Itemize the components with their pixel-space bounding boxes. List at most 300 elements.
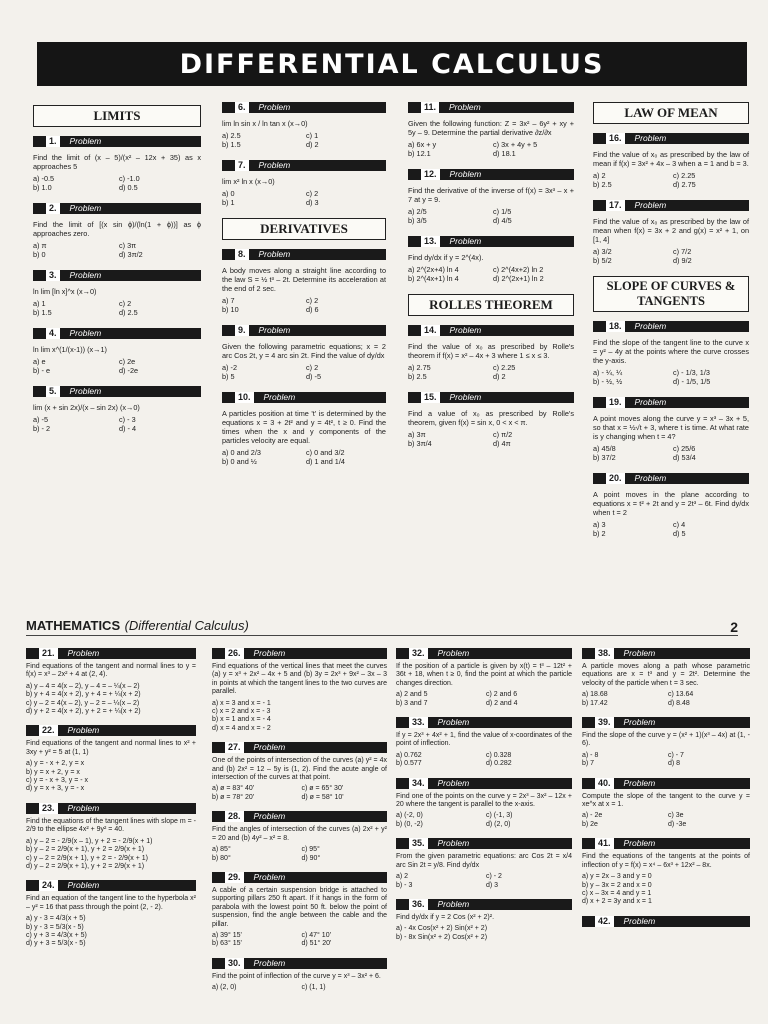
problem-block xyxy=(408,392,574,448)
label-bar-left xyxy=(408,236,421,247)
problem-number: 11. xyxy=(421,102,439,113)
label-bar-left xyxy=(396,648,409,659)
answer-choice: c) π/2 xyxy=(493,430,513,439)
label-bar-left xyxy=(593,133,606,144)
problem-word: Problem xyxy=(614,778,750,789)
label-bar-left xyxy=(396,778,409,789)
problem-word: Problem xyxy=(625,200,749,211)
answer-choice: b) 80° xyxy=(212,854,231,862)
answer-choice: d) 2.5 xyxy=(119,308,138,317)
answer-choice: a) -2 xyxy=(222,363,238,372)
label-bar-left xyxy=(593,200,606,211)
problem-question: Find the value of x₀ as prescribed by the law of mean if f(x) = 3x² + 4x – 3 when a = 1 and b = 3. xyxy=(593,150,749,168)
label-bar-left xyxy=(26,725,39,736)
problem-question: Find one of the points on the curve y = 2x³ – 3x² – 12x + 20 where the tangent is parallel to the x-axis. xyxy=(396,792,572,809)
answer-choice: d) -3e xyxy=(668,820,687,828)
page-banner-title: DIFFERENTIAL CALCULUS xyxy=(37,42,747,86)
answer-choices xyxy=(212,984,387,992)
answer-choice: b) 17.42 xyxy=(582,699,608,707)
answer-choice: a) π xyxy=(33,241,47,250)
problem-block xyxy=(33,270,201,317)
problem-number: 8. xyxy=(235,249,249,260)
label-bar-left xyxy=(408,392,421,403)
problem-question: One of the points of intersection of the curves (a) y² = 4x and (b) 2x² = 12 – 5y is (1, 2). Find the acute angle of intersection of the curves at that point. xyxy=(212,757,387,782)
label-bar-left xyxy=(396,899,409,910)
label-bar-left xyxy=(26,803,39,814)
answer-choice: a) - 2e xyxy=(582,812,603,820)
problem-word: Problem xyxy=(428,838,572,849)
answer-choices xyxy=(408,140,574,158)
page2-column-3 xyxy=(396,648,572,951)
problem-label xyxy=(26,880,196,891)
label-bar-left xyxy=(582,778,595,789)
answer-choice: c) 2e xyxy=(119,357,136,366)
answer-choice: a) - ¼, ¼ xyxy=(593,368,623,377)
answer-choice: c) 2 xyxy=(306,189,319,198)
problem-number: 7. xyxy=(235,160,249,171)
answer-choice: d) -2e xyxy=(119,366,139,375)
answer-choice: b) 2.5 xyxy=(593,180,612,189)
problem-label xyxy=(396,899,572,910)
problem-label xyxy=(26,725,196,736)
answer-choices xyxy=(582,691,750,708)
problem-question: From the given parametric equations: arc Cos 2t = x/4 arc Sin 2t = y/8. Find dy/dx xyxy=(396,853,572,869)
problem-word: Problem xyxy=(254,392,386,403)
answer-choice: c) 0.328 xyxy=(486,751,512,759)
answer-choice: d) - 1/5, 1/5 xyxy=(673,377,711,386)
problem-number: 38. xyxy=(595,648,614,659)
answer-choice: c) 3x + 4y + 5 xyxy=(493,140,538,149)
problem-number: 1. xyxy=(46,136,60,147)
problem-block xyxy=(33,386,201,433)
problem-block xyxy=(26,880,196,948)
answer-choice: b) y – 2 = 2/9(x + 1), y + 2 = 2/9(x + 1) xyxy=(26,846,145,854)
answer-choices xyxy=(222,131,386,149)
answer-choice: a) x = 3 and x = - 1 xyxy=(212,699,271,707)
problem-question: Find equations of the tangent and normal lines to x² + 3xy + y² = 5 at (1, 1) xyxy=(26,740,196,756)
problem-question: Find the equations of the tangent lines with slope m = - 2/9 to the ellipse 4x² + 9y² = 40. xyxy=(26,817,196,834)
problem-block xyxy=(222,160,386,207)
answer-choice: b) 63° 15' xyxy=(212,940,242,948)
answer-choice: b) (0, -2) xyxy=(396,820,423,828)
problem-block xyxy=(26,803,196,871)
problem-question: If the position of a particle is given by x(t) = t³ – 12t² + 36t + 18, when t ≥ 0, find the point at which the particle changes direction. xyxy=(396,663,572,687)
section-heading-slope-of-curves: SLOPE OF CURVES & TANGENTS xyxy=(593,276,749,312)
answer-choice: d) 9/2 xyxy=(673,256,692,265)
problem-number: 23. xyxy=(39,803,58,814)
problem-number: 35. xyxy=(409,838,428,849)
answer-choice: b) 3 and 7 xyxy=(396,699,428,707)
problem-question: Find the slope of the tangent line to the curve x = y² – 4y at the points where the curve crosses the y-axis. xyxy=(593,338,749,365)
answer-choices xyxy=(212,700,387,734)
problem-block xyxy=(408,169,574,225)
answer-choice: d) 8.48 xyxy=(668,699,690,707)
problem-number: 20. xyxy=(606,473,625,484)
answer-choices xyxy=(33,174,201,192)
answer-choice: b) 3/5 xyxy=(408,216,427,225)
answer-choice: a) 2 xyxy=(593,171,606,180)
problem-word: Problem xyxy=(439,102,574,113)
answer-choice: d) 0.5 xyxy=(119,183,138,192)
problem-block xyxy=(212,958,387,993)
answer-choice: c) x = 2 and x = - 3 xyxy=(212,708,271,716)
problem-label xyxy=(33,328,201,339)
problem-number: 12. xyxy=(421,169,440,180)
problem-word: Problem xyxy=(244,872,387,883)
answer-choice: b) x = 1 and x = - 4 xyxy=(212,716,271,724)
answer-choices xyxy=(582,752,750,769)
problem-question: Given the following function: Z = 3x² – 6y² + xy + 5y – 9. Determine the partial derivative ∂z/∂x xyxy=(408,119,574,137)
problem-label xyxy=(396,717,572,728)
answer-choice: b) - ½, ½ xyxy=(593,377,623,386)
problem-label xyxy=(593,473,749,484)
problem-label xyxy=(593,397,749,408)
answer-choice: b) 0 and ½ xyxy=(222,457,257,466)
answer-choice: d) 2 xyxy=(493,372,506,381)
answer-choice: b) y + 4 = 4(x + 2), y + 4 = + ¼(x + 2) xyxy=(26,691,141,699)
answer-choice: b) y = x + 2, y = x xyxy=(26,768,80,776)
problem-question: A cable of a certain suspension bridge is attached to supporting pillars 250 ft apart. If it hangs in the form of parabola with the lowest point 50 ft. below the point of suspension, find the angle between the cable and the pillar. xyxy=(212,886,387,928)
label-bar-left xyxy=(593,321,606,332)
answer-choice: b) 1 xyxy=(222,198,235,207)
answer-choice: d) 8 xyxy=(668,760,681,768)
answer-choice: b) 10 xyxy=(222,305,239,314)
problem-question: Find a value of x₀ as prescribed by Rolle's theorem, given f(x) = sin x, 0 < x < π. xyxy=(408,409,574,427)
problem-word: Problem xyxy=(58,725,196,736)
problem-label xyxy=(582,838,750,849)
answer-choice: c) 1 xyxy=(306,131,319,140)
label-bar-left xyxy=(408,169,421,180)
problem-word: Problem xyxy=(614,717,750,728)
problem-block xyxy=(33,136,201,192)
problem-question: lim (x + sin 2x)/(x – sin 2x) (x→0) xyxy=(33,403,140,412)
label-bar-left xyxy=(222,325,235,336)
answer-choices xyxy=(33,299,201,317)
problem-word: Problem xyxy=(428,778,572,789)
problem-word: Problem xyxy=(58,880,196,891)
problem-number: 27. xyxy=(225,742,244,753)
answer-choice: c) - 2 xyxy=(486,873,502,881)
problem-question: A particle moves along a path whose parametric equations are x = t³ and y = 2t². Determine the velocity of the particle when t = 3 sec. xyxy=(582,663,750,687)
answer-choice: b) 1.0 xyxy=(33,183,52,192)
problem-question: lim x² ln x (x→0) xyxy=(222,177,275,186)
answer-choice: c) 2.25 xyxy=(673,171,696,180)
problem-question: A particles position at time 't' is determined by the equations x = 3 + 2t² and y = 4t², t ≥ 0. Find the times when the x and y components of the particles velocity are equal. xyxy=(222,409,386,445)
label-bar-left xyxy=(26,880,39,891)
problem-label xyxy=(408,169,574,180)
answer-choice: c) 3e xyxy=(668,812,684,820)
problem-label xyxy=(26,803,196,814)
problem-label xyxy=(222,160,386,171)
problem-word: Problem xyxy=(60,328,201,339)
problem-word: Problem xyxy=(614,916,750,927)
problem-number: 14. xyxy=(421,325,440,336)
page2-column-2 xyxy=(212,648,387,1002)
answer-choice: c) 7/2 xyxy=(673,247,692,256)
problem-block xyxy=(582,648,750,708)
answer-choice: c) ø = 65° 30' xyxy=(301,785,344,793)
answer-choice: b) ø = 78° 20' xyxy=(212,793,255,801)
problem-word: Problem xyxy=(60,136,201,147)
problem-question: Find the limit of (x – 5)/(x² – 12x + 35) as x approaches 5 xyxy=(33,153,201,171)
answer-choice: a) e xyxy=(33,357,46,366)
answer-choice: d) 18.1 xyxy=(493,149,516,158)
problem-question: Find dy/dx if y = 2 Cos (x² + 2)². xyxy=(396,913,495,921)
problem-label xyxy=(593,321,749,332)
label-bar-left xyxy=(582,648,595,659)
answer-choice: a) 7 xyxy=(222,296,235,305)
answer-choices xyxy=(26,760,196,794)
problem-word: Problem xyxy=(58,803,196,814)
answer-choice: a) ø = 83° 40' xyxy=(212,785,255,793)
answer-choice: b) 5 xyxy=(222,372,235,381)
label-bar-left xyxy=(396,717,409,728)
problem-question: Find equations of the vertical lines that meet the curves (a) y = x³ + 2x² – 4x + 5 and (b) 3y = 2x³ + 9x² – 3x – 3 in points at which the tangent lines to the two curves are parallel. xyxy=(212,663,387,696)
problem-block xyxy=(593,133,749,189)
answer-choice: d) 1 and 1/4 xyxy=(306,457,345,466)
problem-number: 41. xyxy=(595,838,614,849)
label-bar-left xyxy=(212,872,225,883)
problem-label xyxy=(396,838,572,849)
answer-choices xyxy=(33,415,201,433)
answer-choice: d) ø = 58° 10' xyxy=(301,793,344,801)
problem-label xyxy=(33,203,201,214)
problem-question: Find the slope of the curve y = (x² + 1)(x³ – 4x) at (1, - 6). xyxy=(582,732,750,748)
label-bar-left xyxy=(222,160,235,171)
answer-choice: a) 2^(2x+4) ln 4 xyxy=(408,265,459,274)
problem-number: 16. xyxy=(606,133,625,144)
label-bar-left xyxy=(212,811,225,822)
answer-choice: c) x – 3x = 4 and y = 1 xyxy=(582,889,652,897)
label-bar-left xyxy=(408,325,421,336)
answer-choices xyxy=(408,207,574,225)
problem-number: 17. xyxy=(606,200,625,211)
section-heading-rolles-theorem: ROLLES THEOREM xyxy=(408,294,574,316)
answer-choice: d) 3 xyxy=(486,881,499,889)
answer-choices xyxy=(33,241,201,259)
answer-choices xyxy=(222,189,386,207)
problem-number: 5. xyxy=(46,386,60,397)
answer-choices xyxy=(33,357,201,375)
problem-block xyxy=(582,916,750,927)
problem-number: 21. xyxy=(39,648,58,659)
answer-choice: c) 2^(4x+2) ln 2 xyxy=(493,265,544,274)
answer-choice: a) 2/5 xyxy=(408,207,427,216)
answer-choice: c) 2 and 6 xyxy=(486,691,518,699)
problem-word: Problem xyxy=(428,717,572,728)
answer-choice: b) 7 xyxy=(582,760,595,768)
answer-choice: a) (2, 0) xyxy=(212,984,237,992)
answer-choice: d) x = 4 and x = - 2 xyxy=(212,724,271,732)
problem-block xyxy=(582,838,750,906)
answer-choices xyxy=(26,838,196,872)
label-bar-left xyxy=(222,392,235,403)
answer-choice: a) - 8 xyxy=(582,751,599,759)
answer-choice: a) 2 and 5 xyxy=(396,691,428,699)
answer-choice: c) 2 xyxy=(119,299,132,308)
answer-choice: a) 2 xyxy=(396,873,409,881)
label-bar-left xyxy=(582,717,595,728)
answer-choice: b) 2 xyxy=(593,529,606,538)
answer-choice: c) - 7 xyxy=(668,751,684,759)
answer-choice: b) 5/2 xyxy=(593,256,612,265)
problem-word: Problem xyxy=(614,648,750,659)
problem-question: Find equations of the tangent and normal lines to y = f(x) = x³ – 2x² + 4 at (2, 4). xyxy=(26,663,196,679)
problem-label xyxy=(33,386,201,397)
answer-choice: c) 0 and 3/2 xyxy=(306,448,345,457)
answer-choice: b) 2^(4x+1) ln 4 xyxy=(408,274,459,283)
problem-number: 36. xyxy=(409,899,428,910)
page-subject: MATHEMATICS xyxy=(26,618,121,633)
problem-block xyxy=(396,778,572,830)
answer-choices xyxy=(212,932,387,949)
answer-choice: a) 2.75 xyxy=(408,363,431,372)
answer-choices xyxy=(582,812,750,829)
column-4 xyxy=(593,102,749,549)
answer-choice: a) 18.68 xyxy=(582,691,608,699)
problem-word: Problem xyxy=(625,321,749,332)
answer-choice: d) 2 xyxy=(306,140,319,149)
label-bar-left xyxy=(593,397,606,408)
answer-choice: b) 2e xyxy=(582,820,598,828)
problem-number: 30. xyxy=(225,958,244,969)
problem-word: Problem xyxy=(249,249,386,260)
problem-number: 28. xyxy=(225,811,244,822)
answer-choice: b) - 3 xyxy=(396,881,413,889)
answer-choice: c) 2 xyxy=(306,363,319,372)
answer-choice: d) (2, 0) xyxy=(486,820,511,828)
problem-question: Find an equation of the tangent line to the hyperbola x² – y² = 16 that pass through the point (2, - 2). xyxy=(26,895,196,911)
answer-choices xyxy=(396,752,572,769)
answer-choice: d) 3π/2 xyxy=(119,250,143,259)
answer-choice: a) 0 and 2/3 xyxy=(222,448,261,457)
answer-choice: a) (-2, 0) xyxy=(396,812,423,820)
problem-block xyxy=(396,899,572,942)
section-heading-derivatives: DERIVATIVES xyxy=(222,218,386,240)
problem-question: Find the point of inflection of the curve y = x³ – 3x² + 6. xyxy=(212,972,381,980)
answer-choice: c) - 3 xyxy=(119,415,136,424)
problem-word: Problem xyxy=(249,102,386,113)
answer-choice: c) 47° 10' xyxy=(301,931,331,939)
answer-choice: b) - e xyxy=(33,366,51,375)
problem-number: 4. xyxy=(46,328,60,339)
problem-word: Problem xyxy=(60,270,201,281)
problem-question: Find the derivative of the inverse of f(x) = 3x³ – x + 7 at y = 9. xyxy=(408,186,574,204)
answer-choice: d) 3 xyxy=(306,198,319,207)
problem-number: 2. xyxy=(46,203,60,214)
answer-choice: d) 5 xyxy=(673,529,686,538)
problem-label xyxy=(593,133,749,144)
answer-choice: a) 3 xyxy=(593,520,606,529)
answer-choice: d) y = x + 3, y = - x xyxy=(26,785,85,793)
answer-choices xyxy=(396,691,572,708)
answer-choice: c) 95° xyxy=(301,846,320,854)
section-heading-limits: LIMITS xyxy=(33,105,201,127)
problem-question: Find the limit of [(x sin ϕ)/(ln(1 + ϕ))] as ϕ approaches zero. xyxy=(33,220,201,238)
problem-question: ln lim [ln x]^x (x→0) xyxy=(33,287,97,296)
problem-block xyxy=(593,397,749,462)
problem-number: 15. xyxy=(421,392,440,403)
answer-choices xyxy=(408,265,574,283)
problem-label xyxy=(593,200,749,211)
problem-word: Problem xyxy=(249,325,386,336)
problem-block xyxy=(33,328,201,375)
answer-choice: d) 2^(2x+1) ln 2 xyxy=(493,274,544,283)
column-3 xyxy=(408,102,574,459)
problem-label xyxy=(212,648,387,659)
answer-choice: b) 2.5 xyxy=(408,372,427,381)
label-bar-left xyxy=(33,386,46,397)
problem-word: Problem xyxy=(60,203,201,214)
label-bar-left xyxy=(582,916,595,927)
answer-choices xyxy=(408,363,574,381)
problem-word: Problem xyxy=(440,169,574,180)
problem-block xyxy=(222,392,386,466)
answer-choice: a) 3/2 xyxy=(593,247,612,256)
answer-choice: c) (-1, 3) xyxy=(486,812,513,820)
label-bar-left xyxy=(222,249,235,260)
problem-label xyxy=(212,958,387,969)
answer-choice: a) -0.5 xyxy=(33,174,55,183)
problem-word: Problem xyxy=(625,473,749,484)
answer-choice: b) 37/2 xyxy=(593,453,616,462)
problem-question: Find the value of x₀ as prescribed by the law of mean when f(x) = 3x + 2 and g(x) = x² + 1, on [1, 4] xyxy=(593,217,749,244)
problem-question: Find the angles of intersection of the curves (a) 2x² + y² = 20 and (b) 4y² – x² = 8. xyxy=(212,826,387,842)
problem-block xyxy=(26,648,196,716)
problem-question: A body moves along a straight line according to the law S = ½ t³ – 2t. Determine its acceleration at the end of 2 sec. xyxy=(222,266,386,293)
problem-question: ln lim x^(1/(x-1)) (x→1) xyxy=(33,345,107,354)
answer-choice: b) 3π/4 xyxy=(408,439,432,448)
problem-number: 42. xyxy=(595,916,614,927)
answer-choices xyxy=(212,785,387,802)
problem-block xyxy=(582,778,750,830)
problem-block xyxy=(212,648,387,733)
problem-label xyxy=(408,325,574,336)
answer-choice: a) 85° xyxy=(212,846,231,854)
column-1 xyxy=(33,105,201,444)
problem-label xyxy=(222,392,386,403)
answer-choice: c) y – 2 = 4(x – 2), y – 2 = – ¼(x – 2) xyxy=(26,699,140,707)
answer-choices xyxy=(396,812,572,829)
problem-block xyxy=(222,325,386,381)
label-bar-left xyxy=(33,270,46,281)
answer-choice: a) y - 3 = 4/3(x + 5) xyxy=(26,915,86,923)
answer-choice: b) 12.1 xyxy=(408,149,431,158)
answer-choice: b) 1.5 xyxy=(33,308,52,317)
problem-word: Problem xyxy=(440,236,574,247)
problem-block xyxy=(593,321,749,386)
problem-question: If y = 2x³ + 4x² + 1, find the value of x-coordinates of the point of inflection. xyxy=(396,732,572,748)
answer-choice: b) y – 3x = 2 and x = 0 xyxy=(582,881,652,889)
answer-choice: d) 2 and 4 xyxy=(486,699,518,707)
problem-label xyxy=(408,236,574,247)
answer-choices xyxy=(593,520,749,538)
answer-choices xyxy=(593,247,749,265)
problem-word: Problem xyxy=(428,899,572,910)
section-heading-law-of-mean: LAW OF MEAN xyxy=(593,102,749,124)
label-bar-left xyxy=(212,742,225,753)
problem-number: 34. xyxy=(409,778,428,789)
answer-choice: c) 4 xyxy=(673,520,686,529)
problem-block xyxy=(582,717,750,769)
answer-choice: c) 1/5 xyxy=(493,207,512,216)
problem-word: Problem xyxy=(614,838,750,849)
problem-block xyxy=(212,811,387,863)
answer-choice: d) y + 3 = 5/3(x - 5) xyxy=(26,940,86,948)
problem-block xyxy=(33,203,201,259)
problem-word: Problem xyxy=(625,133,749,144)
problem-block xyxy=(593,200,749,265)
